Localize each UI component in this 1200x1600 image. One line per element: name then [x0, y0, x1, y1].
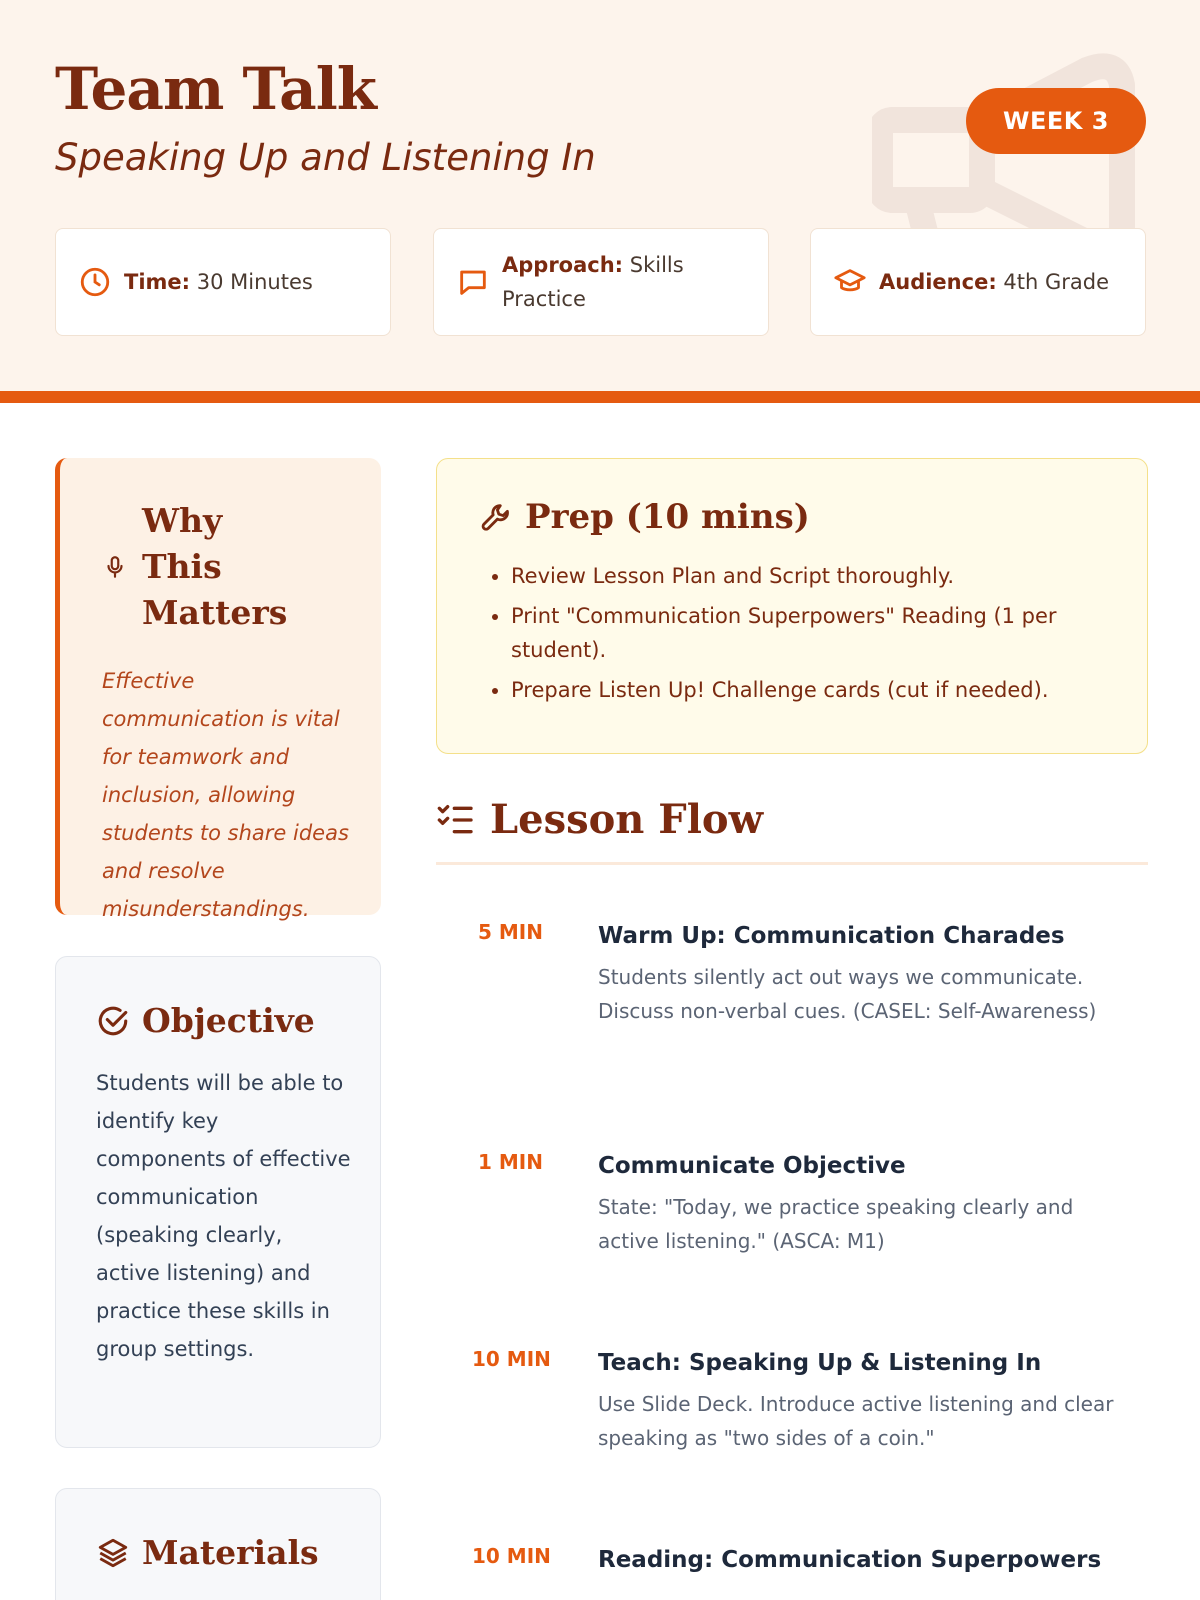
- objective-card: [55, 956, 381, 1448]
- page-subtitle: Speaking Up and Listening In: [55, 136, 596, 179]
- prep-card: [436, 458, 1148, 754]
- flow-step-time: 10 MIN: [472, 1347, 551, 1371]
- flow-step-name: Reading: Communication Superpowers: [598, 1547, 1102, 1573]
- prep-item: • Prepare Listen Up! Challenge cards (cut if needed).: [511, 673, 1107, 707]
- graduation-cap-icon: [833, 265, 867, 299]
- why-title: Why This Matters: [142, 501, 288, 632]
- wrench-icon: [479, 500, 513, 534]
- flow-step-time: 5 MIN: [478, 920, 543, 944]
- layers-icon: [96, 1536, 130, 1570]
- prep-title: Prep (10 mins): [525, 497, 810, 537]
- microphone-icon: [102, 554, 128, 580]
- lesson-flow-title: Lesson Flow: [490, 796, 764, 843]
- flow-step-time: 1 MIN: [478, 1150, 543, 1174]
- time-value: 30 Minutes: [196, 270, 313, 294]
- flow-step-time: 10 MIN: [472, 1544, 551, 1568]
- audience-label: Audience:: [879, 270, 997, 294]
- week-badge: WEEK 3: [966, 88, 1146, 154]
- flow-step-name: Teach: Speaking Up & Listening In: [598, 1350, 1042, 1376]
- prep-item: • Review Lesson Plan and Script thoroughly.: [511, 559, 1107, 593]
- speech-bubble-icon: [456, 265, 490, 299]
- approach-value: Skills Practice: [502, 253, 684, 311]
- materials-card: [55, 1488, 381, 1600]
- audience-value: 4th Grade: [1003, 270, 1110, 294]
- flow-step-name: Warm Up: Communication Charades: [598, 923, 1065, 949]
- check-circle-icon: [96, 1004, 130, 1038]
- time-card: [55, 228, 391, 336]
- approach-label: Approach:: [502, 253, 624, 277]
- why-text: Effective communication is vital for teamwork and inclusion, allowing students to share ideas and resolve misunderstandings.: [102, 669, 349, 921]
- why-this-matters-card: [55, 458, 381, 921]
- approach-card: [433, 228, 769, 336]
- lesson-flow-header: [436, 795, 1148, 865]
- flow-step-name: Communicate Objective: [598, 1153, 906, 1179]
- page-title: Team Talk: [55, 55, 376, 123]
- flow-step-desc: Students silently act out ways we communicate. Discuss non-verbal cues. (CASEL: Self-Awareness): [598, 965, 1097, 1023]
- audience-card: [810, 228, 1146, 336]
- checklist-icon: [436, 800, 476, 840]
- objective-title: Objective: [142, 1001, 315, 1040]
- prep-list: [479, 559, 1107, 707]
- flow-step-desc: Use Slide Deck. Introduce active listening and clear speaking as "two sides of a coin.": [598, 1392, 1114, 1450]
- prep-item: • Print "Communication Superpowers" Reading (1 per student).: [511, 599, 1107, 667]
- header: [0, 0, 1200, 391]
- clock-icon: [78, 265, 112, 299]
- materials-title: Materials: [142, 1533, 319, 1572]
- time-label: Time:: [124, 270, 191, 294]
- objective-text: Students will be able to identify key components of effective communication (speaking clearly, active listening) and practice these skills in group settings.: [96, 1071, 351, 1361]
- header-divider: [0, 391, 1200, 403]
- flow-step-desc: State: "Today, we practice speaking clearly and active listening." (ASCA: M1): [598, 1195, 1074, 1253]
